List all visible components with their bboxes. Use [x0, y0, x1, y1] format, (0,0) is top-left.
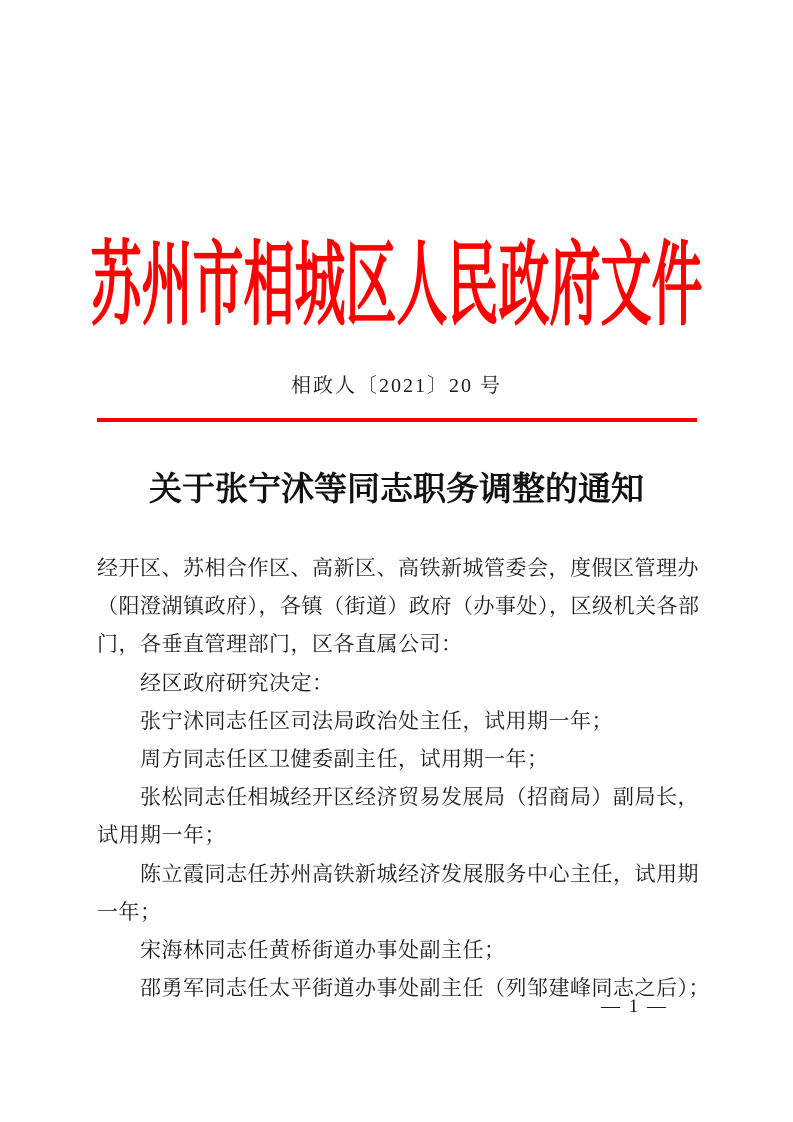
document-body	[97, 549, 710, 1007]
body-line: 张宁沭同志任区司法局政治处主任，试用期一年；	[140, 708, 613, 733]
body-line: 张松同志任相城经开区经济贸易发展局（招商局）副局长，	[140, 785, 699, 810]
body-line: 陈立霞同志任苏州高铁新城经济发展服务中心主任，试用期	[140, 861, 699, 886]
letterhead-title: 苏州市相城区人民政府文件	[90, 232, 703, 340]
body-line: 邵勇军同志任太平街道办事处副主任（列邹建峰同志之后）；	[140, 976, 710, 1001]
document-title: 关于张宁沭等同志职务调整的通知	[149, 469, 644, 508]
document-number: 相政人〔2021〕20 号	[291, 375, 502, 397]
body-line: 试用期一年；	[97, 823, 226, 848]
body-line: 经开区、苏相合作区、高新区、高铁新城管委会，度假区管理办	[97, 556, 699, 580]
body-line: 门，各垂直管理部门，区各直属公司：	[97, 632, 463, 657]
body-line: 宋海林同志任黄桥街道办事处副主任；	[140, 938, 506, 963]
body-line: 经区政府研究决定：	[140, 670, 334, 695]
body-line: 周方同志任区卫健委副主任，试用期一年；	[140, 747, 549, 772]
page-number: — 1 —	[601, 996, 668, 1017]
body-line: （阳澄湖镇政府），各镇（街道）政府（办事处），区级机关各部	[97, 594, 700, 619]
body-line: 一年；	[97, 899, 162, 924]
red-divider-line	[97, 418, 697, 422]
